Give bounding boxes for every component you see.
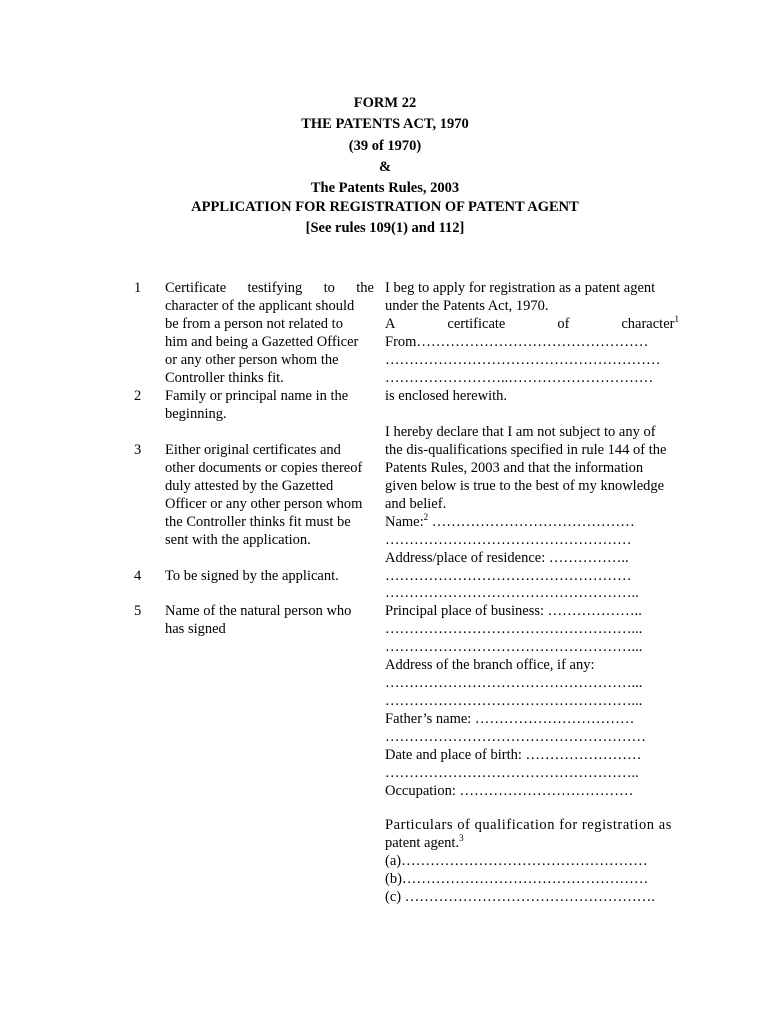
note-number: 2 — [134, 388, 142, 404]
address-field: Address/place of residence: …………….. — [385, 550, 629, 566]
declaration-text: I hereby declare that I am not subject to any of — [385, 424, 656, 440]
father-name-field: Father’s name: …………………………… — [385, 711, 635, 727]
occupation-field: Occupation: ……………………………… — [385, 783, 634, 799]
address-field-line: …………………………………………… — [385, 568, 632, 584]
name-field-line: …………………………………………… — [385, 532, 632, 548]
birth-field-line: …………………………………………….. — [385, 765, 639, 781]
note-line: other documents or copies thereof — [165, 460, 363, 476]
apply-statement: under the Patents Act, 1970. — [385, 298, 549, 314]
note-line: Either original certificates and — [165, 442, 341, 458]
page-title: APPLICATION FOR REGISTRATION OF PATENT AGENT — [191, 199, 579, 215]
note-line: has signed — [165, 621, 226, 637]
qualification-b: (b)…………………………………………… — [385, 871, 649, 887]
branch-office-line: ……………………………………………... — [385, 675, 643, 691]
principal-place-line: ……………………………………………... — [385, 621, 643, 637]
address-field-line: …………………………………………….. — [385, 585, 639, 601]
note-line: character of the applicant should — [165, 298, 355, 314]
father-name-line: ……………………………………………… — [385, 729, 646, 745]
declaration-text: and belief. — [385, 496, 447, 512]
qualification-c: (c) ……………………………………………. — [385, 889, 655, 905]
declaration-text: given below is true to the best of my knowledge — [385, 478, 665, 494]
rules-title: The Patents Rules, 2003 — [310, 180, 460, 196]
note-word: the — [356, 280, 374, 296]
note-number: 3 — [134, 442, 142, 458]
note-number: 5 — [134, 603, 142, 619]
note-line: duly attested by the Gazetted — [165, 478, 334, 494]
note-word: to — [323, 280, 335, 296]
declaration-text: Patents Rules, 2003 and that the information — [385, 460, 644, 476]
name-field: Name:$^2$ …………………………………… — [385, 512, 635, 530]
note-line: Controller thinks fit. — [165, 370, 284, 386]
branch-office-line: ……………………………………………... — [385, 693, 643, 709]
note-line: be from a person not related to — [165, 316, 343, 332]
note-line: Officer or any other person whom — [165, 496, 363, 512]
from-field: From………………………………………… — [385, 334, 649, 350]
note-line: sent with the application. — [165, 532, 311, 548]
see-rules: [See rules 109(1) and 112] — [305, 220, 465, 236]
from-field-line: ……………………..………………………… — [385, 370, 654, 386]
note-line: Family or principal name in the — [165, 388, 349, 404]
qualification-heading: patent agent.$^3$ — [385, 833, 464, 851]
principal-place-field: Principal place of business: ……………….. — [385, 603, 642, 619]
note-line: Name of the natural person who — [165, 603, 352, 619]
note-line: the Controller thinks fit must be — [165, 514, 351, 530]
note-number: 4 — [134, 568, 142, 584]
note-line: To be signed by the applicant. — [165, 568, 339, 584]
note-line — [165, 279, 374, 297]
principal-place-line: ……………………………………………... — [385, 639, 643, 655]
act-number: (39 of 1970) — [348, 138, 422, 154]
act-title: THE PATENTS ACT, 1970 — [301, 116, 469, 132]
apply-statement: I beg to apply for registration as a patent agent — [385, 280, 656, 296]
note-number: 1 — [134, 280, 142, 296]
branch-office-field: Address of the branch office, if any: — [385, 657, 595, 673]
note-line: beginning. — [165, 406, 227, 422]
qualification-a: (a)…………………………………………… — [385, 853, 648, 869]
note-line: or any other person whom the — [165, 352, 339, 368]
birth-field: Date and place of birth: …………………… — [385, 747, 642, 763]
qualification-heading: Particulars of qualification for registration as — [385, 817, 672, 833]
from-field-line: ………………………………………………… — [385, 352, 661, 368]
form-number: FORM 22 — [353, 95, 417, 111]
note-word: testifying — [247, 280, 303, 296]
ampersand: & — [378, 159, 392, 175]
certificate-line: A certificate of character$^1$ — [385, 314, 679, 332]
footnote-ref-1: 1 — [674, 314, 679, 324]
footnote-ref-3: 3 — [459, 833, 464, 843]
note-line: him and being a Gazetted Officer — [165, 334, 359, 350]
declaration-text: the dis-qualifications specified in rule 144 of the — [385, 442, 667, 458]
enclosed-text: is enclosed herewith. — [385, 388, 508, 404]
note-word: Certificate — [165, 280, 227, 296]
footnote-ref-2: 2 — [423, 512, 429, 522]
